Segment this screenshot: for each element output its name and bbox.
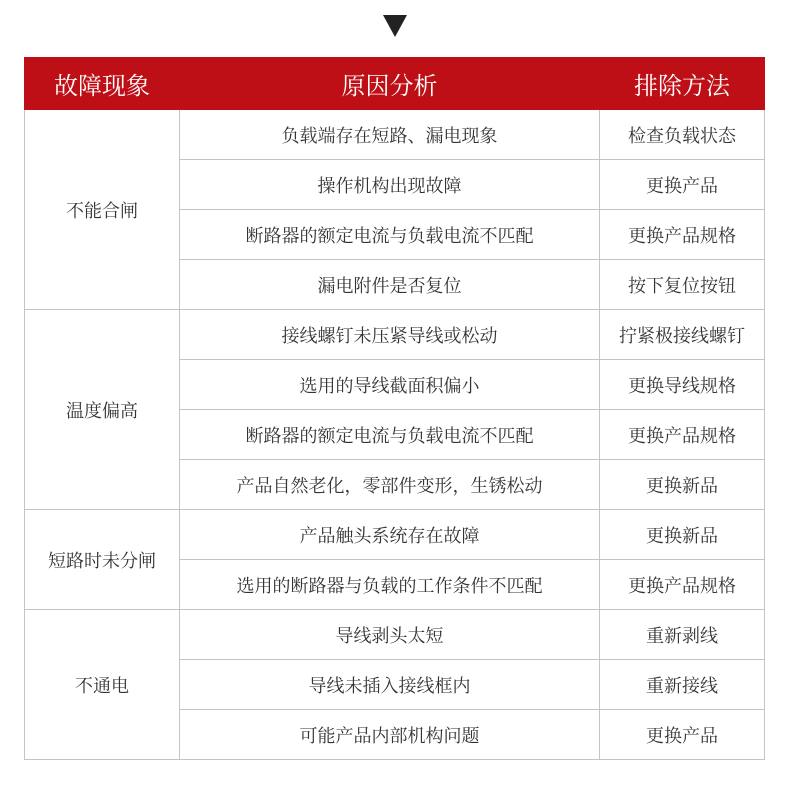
symptom-cell: 不通电 [25,610,180,760]
cause-cell: 可能产品内部机构问题 [180,710,600,760]
down-triangle-icon [383,15,407,37]
table-row [25,610,765,660]
cause-cell: 操作机构出现故障 [180,160,600,210]
symptom-cell: 温度偏高 [25,310,180,510]
cause-cell: 产品触头系统存在故障 [180,510,600,560]
remedy-cell: 重新接线 [600,660,765,710]
remedy-cell: 更换产品规格 [600,210,765,260]
remedy-cell: 更换产品规格 [600,410,765,460]
cause-cell: 断路器的额定电流与负载电流不匹配 [180,410,600,460]
cause-cell: 接线螺钉未压紧导线或松动 [180,310,600,360]
cause-cell: 导线剥头太短 [180,610,600,660]
cause-cell: 导线未插入接线框内 [180,660,600,710]
table-row [25,110,765,160]
remedy-cell: 检查负载状态 [600,110,765,160]
header-symptom: 故障现象 [25,58,180,110]
remedy-cell: 更换产品 [600,160,765,210]
remedy-cell: 拧紧极接线螺钉 [600,310,765,360]
cause-cell: 选用的断路器与负载的工作条件不匹配 [180,560,600,610]
header-row [25,58,765,110]
cause-cell: 选用的导线截面积偏小 [180,360,600,410]
symptom-cell: 不能合闸 [25,110,180,310]
cause-cell: 断路器的额定电流与负载电流不匹配 [180,210,600,260]
remedy-cell: 更换新品 [600,460,765,510]
troubleshooting-table [24,57,765,760]
remedy-cell: 更换新品 [600,510,765,560]
header-remedy: 排除方法 [600,58,765,110]
remedy-cell: 更换导线规格 [600,360,765,410]
table-row [25,310,765,360]
table-header [25,58,765,110]
remedy-cell: 重新剥线 [600,610,765,660]
remedy-cell: 更换产品 [600,710,765,760]
header-cause: 原因分析 [180,58,600,110]
cause-cell: 产品自然老化，零部件变形，生锈松动 [180,460,600,510]
table-body [25,110,765,760]
top-arrow [0,15,790,41]
remedy-cell: 更换产品规格 [600,560,765,610]
cause-cell: 负载端存在短路、漏电现象 [180,110,600,160]
table-row [25,510,765,560]
symptom-cell: 短路时未分闸 [25,510,180,610]
cause-cell: 漏电附件是否复位 [180,260,600,310]
remedy-cell: 按下复位按钮 [600,260,765,310]
